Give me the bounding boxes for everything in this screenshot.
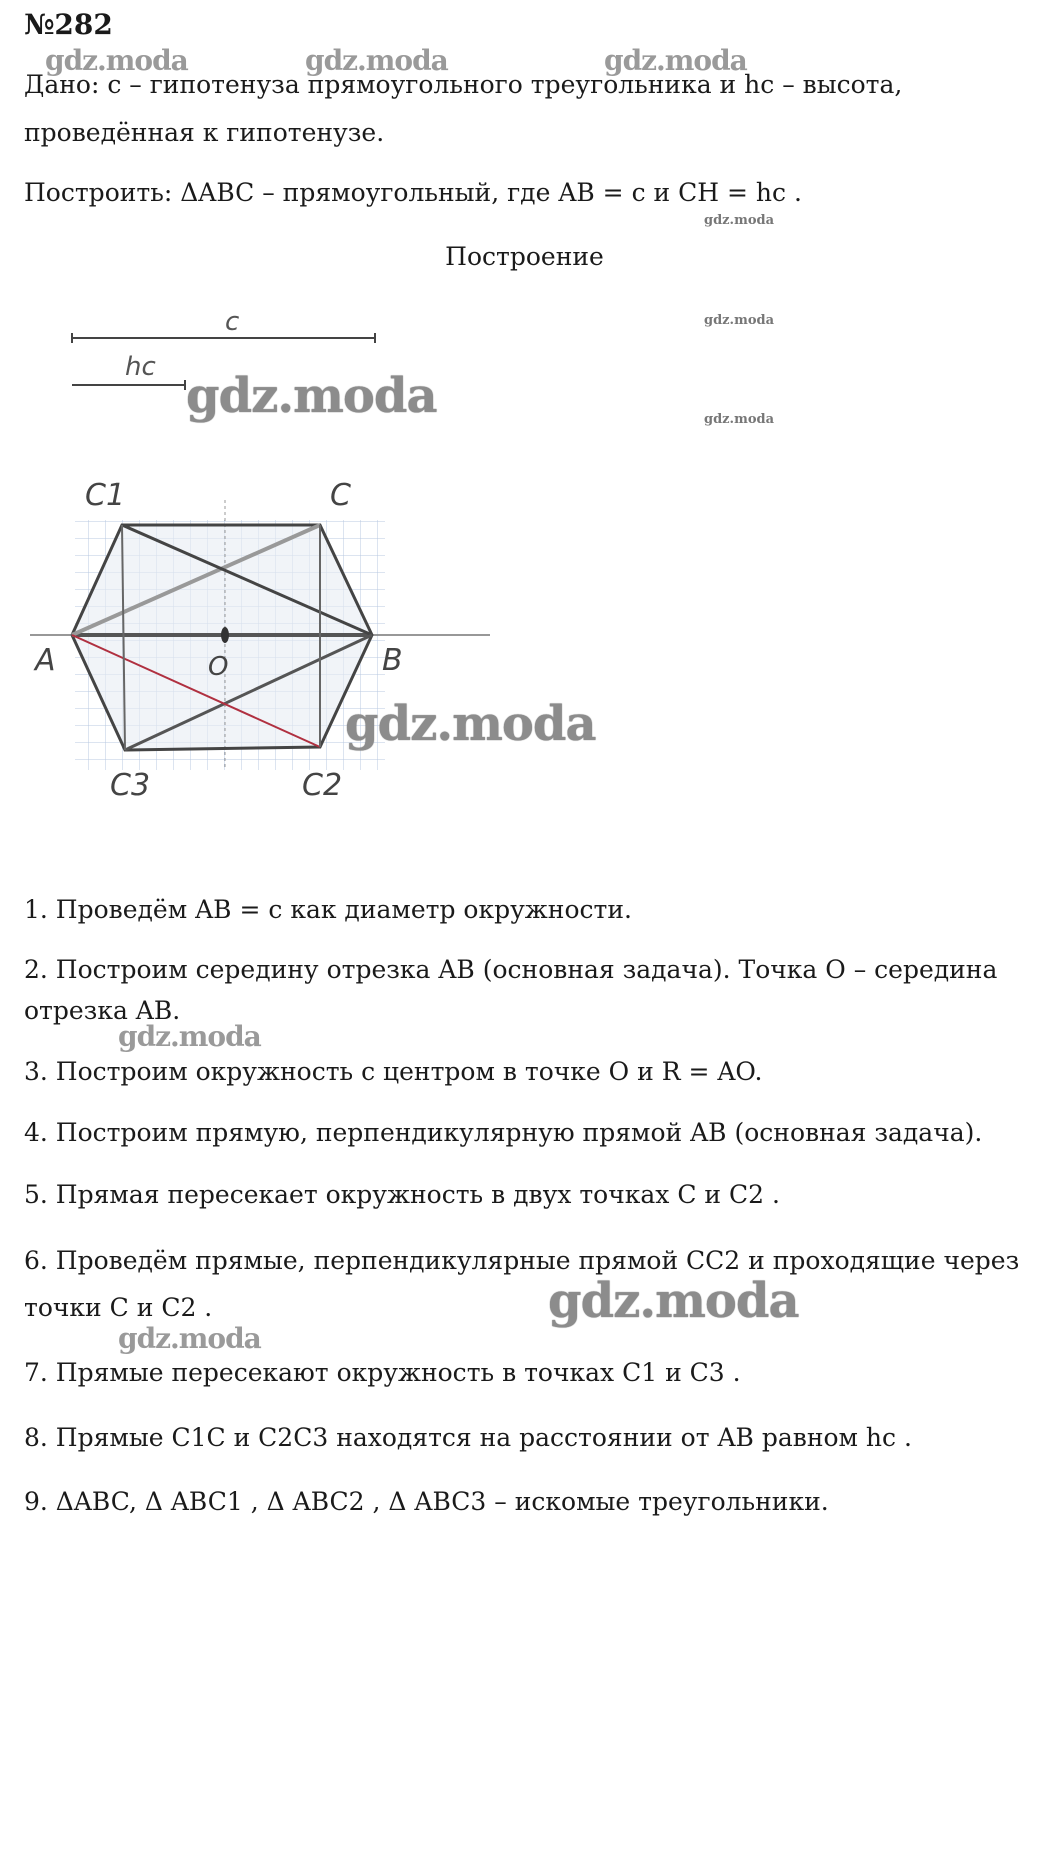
watermark: gdz.moda	[604, 44, 747, 77]
label-b: B	[382, 643, 403, 678]
label-c3: C3	[110, 768, 151, 803]
label-a: A	[35, 643, 56, 678]
step-1: 1. Проведём AB = c как диаметр окружности.	[24, 895, 632, 924]
point-o	[221, 627, 229, 643]
step-4: 4. Построим прямую, перпендикулярную прямой AB (основная задача).	[24, 1118, 983, 1147]
step-3: 3. Построим окружность с центром в точке O и R = AO.	[24, 1057, 763, 1086]
watermark: gdz.moda	[704, 412, 775, 427]
step-8: 8. Прямые C1C и C2C3 находятся на расстоянии от AB равном hc .	[24, 1423, 912, 1452]
given-line-1: Дано: c – гипотенуза прямоугольного треугольника и hc – высота,	[24, 70, 903, 99]
label-c1: C1	[85, 478, 126, 513]
label-o: O	[208, 652, 229, 682]
watermark: gdz.moda	[345, 696, 596, 752]
watermark: gdz.moda	[305, 44, 448, 77]
step-7: 7. Прямые пересекают окружность в точках C1 и C3 .	[24, 1358, 741, 1387]
label-hc: hc	[125, 352, 156, 382]
step-2: 2. Построим середину отрезка AB (основная задача). Точка O – середина	[24, 955, 998, 984]
task-number: №282	[24, 8, 113, 41]
given-line-2: проведённая к гипотенузе.	[24, 118, 385, 147]
step-5: 5. Прямая пересекает окружность в двух точках C и C2 .	[24, 1180, 780, 1209]
build-statement: Построить: ΔABC – прямоугольный, где AB = c и CH = hc .	[24, 178, 802, 207]
watermark: gdz.moda	[548, 1273, 799, 1329]
step-9: 9. ΔABC, Δ ABC1 , Δ ABC2 , Δ ABC3 – искомые треугольники.	[24, 1487, 829, 1516]
watermark: gdz.moda	[704, 213, 775, 228]
watermark: gdz.moda	[186, 368, 437, 424]
step-2-cont: отрезка AB.	[24, 996, 181, 1025]
step-6-cont: точки C и C2 .	[24, 1293, 213, 1322]
watermark: gdz.moda	[118, 1322, 261, 1355]
watermark: gdz.moda	[704, 313, 775, 328]
section-title: Построение	[445, 242, 604, 271]
watermark: gdz.moda	[118, 1020, 261, 1053]
watermark: gdz.moda	[45, 44, 188, 77]
label-c: c	[225, 307, 240, 337]
step-6: 6. Проведём прямые, перпендикулярные прямой CC2 и проходящие через	[24, 1246, 1020, 1275]
label-c2: C2	[302, 768, 343, 803]
label-c: C	[330, 478, 351, 513]
